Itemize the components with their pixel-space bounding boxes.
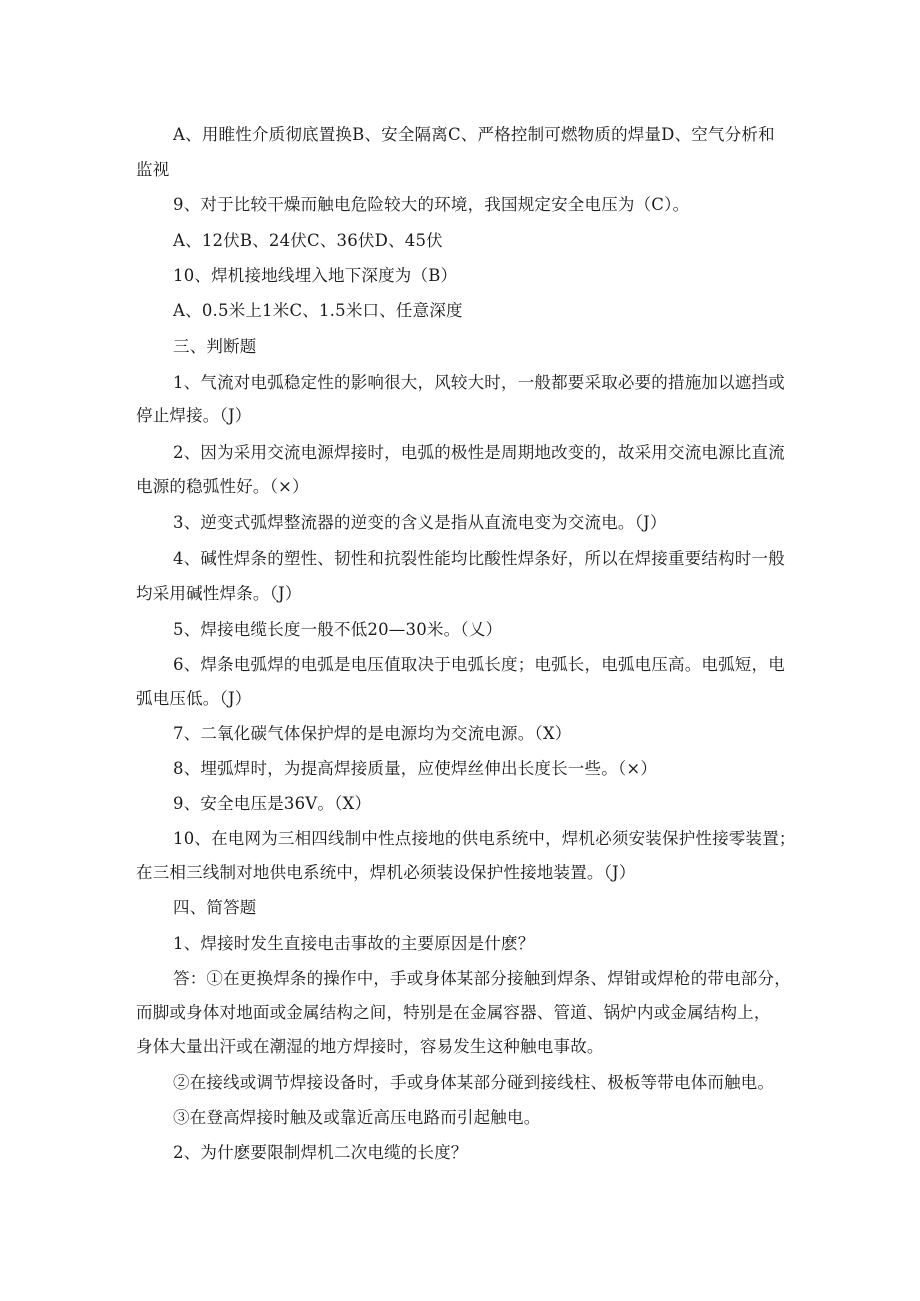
text-line: 9、安全电压是36V。（X） — [173, 794, 372, 813]
text-line: 在三相三线制对地供电系统中，焊机必须装设保护性接地装置。（J） — [136, 863, 636, 882]
text-line: A、用睢性介质彻底置换B、安全隔离C、严格控制可燃物质的焊量D、空气分析和 — [173, 125, 775, 144]
text-line: 电源的稳弧性好。（×） — [136, 477, 309, 496]
text-line: 3、逆变式弧焊整流器的逆变的含义是指从直流电变为交流电。（J） — [173, 513, 667, 532]
text-line: 9、对于比较干燥而触电危险较大的环境，我国规定安全电压为（C）。 — [173, 195, 690, 214]
text-line: A、12伏B、24伏C、36伏D、45伏 — [173, 231, 443, 250]
text-line: 身体大量出汗或在潮湿的地方焊接时，容易发生这种触电事故。 — [136, 1037, 604, 1056]
text-line: 而脚或身体对地面或金属结构之间，特别是在金属容器、管道、锅炉内或金属结构上， — [136, 1003, 771, 1022]
text-line: 2、为什麽要限制焊机二次电缆的长度？ — [173, 1143, 468, 1162]
text-line: 7、二氧化碳气体保护焊的是电源均为交流电源。（X） — [173, 724, 572, 743]
text-line: 2、因为采用交流电源焊接时，电弧的极性是周期地改变的，故采用交流电源比直流 — [173, 443, 785, 462]
text-line: 监视 — [136, 160, 170, 179]
section-heading: 三、判断题 — [173, 337, 257, 356]
text-line: 均采用碱性焊条。（J） — [136, 584, 302, 603]
text-line: 停止焊接。（J） — [136, 406, 252, 425]
text-line: ③在登高焊接时触及或靠近高压电路而引起触电。 — [173, 1108, 541, 1127]
text-line: 8、埋弧焊时，为提高焊接质量，应使焊丝伸出长度长一些。（×） — [173, 759, 658, 778]
text-line: 弧电压低。（J） — [136, 689, 252, 708]
text-line: ②在接线或调节焊接设备时，手或身体某部分碰到接线柱、极板等带电体而触电。 — [173, 1073, 775, 1092]
text-line: 6、焊条电弧焊的电弧是电压值取决于电弧长度；电弧长，电弧电压高。电弧短，电 — [173, 655, 785, 674]
text-line: 1、气流对电弧稳定性的影响很大，风较大时，一般都要采取必要的措施加以遮挡或 — [173, 373, 785, 392]
text-line: 答：①在更换焊条的操作中，手或身体某部分接触到焊条、焊钳或焊枪的带电部分， — [173, 969, 791, 988]
text-line: 10、在电网为三相四线制中性点接地的供电系统中，焊机必须安装保护性接零装置； — [173, 829, 796, 848]
text-line: A、0.5米上1米C、1.5米口、任意深度 — [173, 301, 463, 320]
text-line: 10、焊机接地线埋入地下深度为（B） — [173, 266, 458, 285]
section-heading: 四、简答题 — [173, 898, 257, 917]
text-line: 4、碱性焊条的塑性、韧性和抗裂性能均比酸性焊条好，所以在焊接重要结构时一般 — [173, 549, 785, 568]
text-line: 5、焊接电缆长度一般不低20—30米。（乂） — [173, 620, 503, 639]
text-line: 1、焊接时发生直接电击事故的主要原因是什麽？ — [173, 934, 535, 953]
